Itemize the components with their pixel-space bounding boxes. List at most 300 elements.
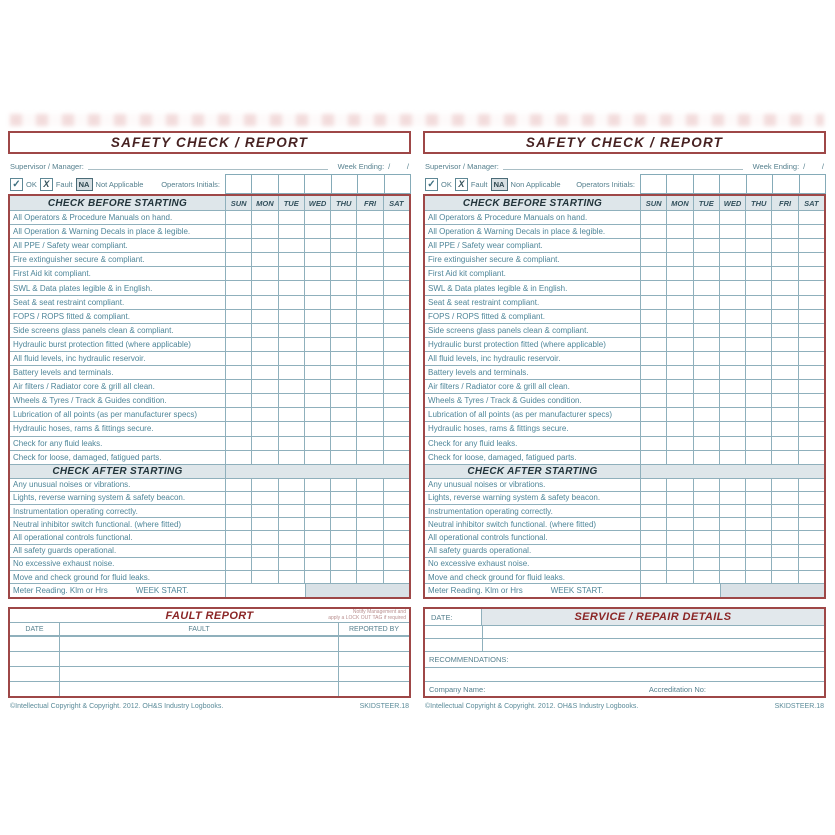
day-cell <box>745 531 771 543</box>
day-cell <box>666 352 692 365</box>
day-cell <box>225 281 251 294</box>
day-cell <box>666 324 692 337</box>
check-item-row <box>425 436 824 450</box>
check-item-label: Neutral inhibitor switch functional. (where fitted) <box>428 519 597 529</box>
day-cell <box>771 571 797 583</box>
fault-reported-cell <box>338 652 409 666</box>
week-ending-label: Week Ending: <box>337 162 385 171</box>
day-cell <box>383 558 409 570</box>
check-item-row <box>10 557 409 570</box>
day-cell <box>771 281 797 294</box>
day-header: THU <box>330 196 356 210</box>
day-cell <box>666 437 692 450</box>
na-label: Not Applicable <box>95 179 144 189</box>
day-cell <box>798 380 824 393</box>
day-cell <box>666 394 692 407</box>
day-cell <box>693 380 719 393</box>
check-item-row <box>10 280 409 294</box>
day-cell <box>225 558 251 570</box>
day-cell <box>330 479 356 491</box>
day-cell <box>251 505 277 517</box>
check-item-label: Neutral inhibitor switch functional. (where fitted) <box>13 519 182 529</box>
checklist-table <box>8 194 411 599</box>
day-cell <box>356 380 382 393</box>
check-item-label: FOPS / ROPS fitted & compliant. <box>13 311 130 321</box>
day-cell <box>693 518 719 530</box>
check-item-label: All PPE / Safety wear compliant. <box>428 241 543 251</box>
day-cell <box>356 310 382 323</box>
fault-checkbox <box>40 178 53 191</box>
day-header: TUE <box>693 196 719 210</box>
day-cell <box>771 558 797 570</box>
day-cell <box>640 253 666 266</box>
day-cell <box>251 422 277 435</box>
day-cell <box>304 211 330 224</box>
day-cell <box>383 545 409 557</box>
day-cell <box>330 422 356 435</box>
day-cell <box>330 296 356 309</box>
day-cell <box>640 267 666 280</box>
check-item-row <box>425 295 824 309</box>
supervisor-write-line <box>503 169 743 170</box>
day-cell <box>640 310 666 323</box>
day-cell <box>383 479 409 491</box>
day-cell <box>745 571 771 583</box>
fault-date-cell <box>10 637 60 651</box>
day-cell <box>745 366 771 379</box>
day-header: WED <box>304 196 330 210</box>
check-item-label: Move and check ground for fluid leaks. <box>13 572 150 582</box>
day-cell <box>745 296 771 309</box>
initials-cell <box>799 175 825 193</box>
day-cell <box>225 380 251 393</box>
fault-date-cell <box>10 652 60 666</box>
day-cell <box>640 338 666 351</box>
day-cell <box>666 451 692 464</box>
day-header: THU <box>745 196 771 210</box>
day-cell <box>798 310 824 323</box>
day-cell <box>798 338 824 351</box>
day-cell <box>666 239 692 252</box>
check-item-row <box>10 337 409 351</box>
day-cell <box>640 545 666 557</box>
after-header-shaded-area <box>640 465 824 478</box>
day-cell <box>771 531 797 543</box>
lockout-note-line1: Notify Management and <box>352 609 406 616</box>
day-cell <box>383 296 409 309</box>
day-cell <box>356 239 382 252</box>
before-starting-header: CHECK BEFORE STARTING <box>462 197 603 209</box>
operators-initials-label: Operators Initials: <box>161 179 220 189</box>
check-item-row <box>10 517 409 530</box>
day-cell <box>719 422 745 435</box>
day-cell <box>383 225 409 238</box>
day-cell <box>798 505 824 517</box>
na-checkbox <box>76 178 93 191</box>
supervisor-write-line <box>88 169 328 170</box>
day-cell <box>719 408 745 421</box>
day-cell <box>251 518 277 530</box>
na-checkbox <box>491 178 508 191</box>
meter-entry-cell <box>225 584 305 597</box>
day-cell <box>330 451 356 464</box>
day-cell <box>225 505 251 517</box>
check-item-label: Seat & seat restraint compliant. <box>13 297 125 307</box>
check-item-label: First Aid kit compliant. <box>428 269 506 279</box>
day-cell <box>745 451 771 464</box>
day-cell <box>640 211 666 224</box>
initials-cell <box>304 175 330 193</box>
day-cell <box>771 505 797 517</box>
day-cell <box>304 422 330 435</box>
day-cell <box>225 239 251 252</box>
day-cell <box>719 310 745 323</box>
day-cell <box>771 422 797 435</box>
day-cell <box>693 422 719 435</box>
day-cell <box>330 239 356 252</box>
day-cell <box>251 408 277 421</box>
check-item-row <box>425 504 824 517</box>
day-cell <box>251 531 277 543</box>
week-ending-label: Week Ending: <box>752 162 800 171</box>
day-cell <box>719 558 745 570</box>
day-cell <box>798 479 824 491</box>
day-cell <box>251 211 277 224</box>
day-cell <box>719 352 745 365</box>
day-cell <box>719 394 745 407</box>
week-ending-date-slashes: / / <box>388 162 409 171</box>
check-item-row <box>10 323 409 337</box>
ok-checkbox <box>10 178 23 191</box>
day-header: FRI <box>771 196 797 210</box>
day-cell <box>771 492 797 504</box>
day-cell <box>251 451 277 464</box>
recommendations-row <box>425 652 824 668</box>
day-cell <box>798 571 824 583</box>
supervisor-row <box>10 159 409 171</box>
day-cell <box>383 531 409 543</box>
initials-cell <box>226 175 251 193</box>
day-cell <box>251 296 277 309</box>
checklist-table <box>423 194 826 599</box>
copyright-text: ©Intellectual Copyright & Copyright. 2012. OH&S Industry Logbooks. <box>425 703 639 711</box>
check-item-row <box>10 407 409 421</box>
service-title-cell <box>482 609 824 625</box>
day-cell <box>251 571 277 583</box>
after-starting-header-row <box>425 464 824 478</box>
day-cell <box>640 394 666 407</box>
service-repair-table <box>423 607 826 698</box>
check-item-label: Move and check ground for fluid leaks. <box>428 572 565 582</box>
check-item-label: SWL & Data plates legible & in English. <box>13 283 153 293</box>
check-item-label: No excessive exhaust noise. <box>13 559 115 569</box>
day-cell <box>330 281 356 294</box>
day-cell <box>719 225 745 238</box>
cross-icon: X <box>458 179 465 189</box>
fault-reported-cell <box>338 637 409 651</box>
check-item-row <box>10 238 409 252</box>
day-cell <box>225 492 251 504</box>
day-cell <box>330 545 356 557</box>
day-cell <box>771 296 797 309</box>
check-item-label: Battery levels and terminals. <box>428 368 529 378</box>
day-cell <box>640 571 666 583</box>
day-cell <box>383 571 409 583</box>
day-cell <box>304 479 330 491</box>
day-cell <box>640 518 666 530</box>
check-item-row <box>425 393 824 407</box>
after-header-shaded-area <box>225 465 409 478</box>
check-item-label: Instrumentation operating correctly. <box>428 506 553 516</box>
form-page-right <box>423 131 826 710</box>
check-item-label: Air filters / Radiator core & grill all clean. <box>428 382 570 392</box>
day-cell <box>719 366 745 379</box>
day-cell <box>640 422 666 435</box>
day-cell <box>225 479 251 491</box>
check-item-row <box>425 309 824 323</box>
day-cell <box>356 505 382 517</box>
before-starting-header-row <box>10 196 409 210</box>
day-cell <box>771 518 797 530</box>
day-cell <box>304 281 330 294</box>
fault-entry-row <box>10 636 409 651</box>
day-header: SUN <box>640 196 666 210</box>
check-item-row <box>10 266 409 280</box>
check-item-row <box>10 436 409 450</box>
service-entry-row <box>425 639 824 652</box>
day-cell <box>356 281 382 294</box>
day-cell <box>225 518 251 530</box>
operators-initials-grid <box>640 174 826 194</box>
day-cell <box>771 253 797 266</box>
day-cell <box>745 518 771 530</box>
check-item-label: First Aid kit compliant. <box>13 269 91 279</box>
day-cell <box>304 310 330 323</box>
ok-label: OK <box>26 179 37 189</box>
day-cell <box>278 366 304 379</box>
day-cell <box>304 558 330 570</box>
day-cell <box>225 437 251 450</box>
day-cell <box>278 479 304 491</box>
check-item-label: Lubrication of all points (as per manufacturer specs) <box>13 410 198 420</box>
day-cell <box>356 451 382 464</box>
check-item-row <box>10 530 409 543</box>
meter-entry-cell <box>640 584 720 597</box>
check-item-label: Side screens glass panels clean & compliant. <box>428 325 589 335</box>
fault-reported-cell <box>338 667 409 681</box>
check-item-row <box>10 544 409 557</box>
day-cell <box>771 239 797 252</box>
recommendations-write-row <box>425 668 824 682</box>
day-cell <box>640 437 666 450</box>
check-item-label: Air filters / Radiator core & grill all clean. <box>13 382 155 392</box>
check-item-row <box>425 491 824 504</box>
day-cell <box>719 267 745 280</box>
check-item-row <box>425 210 824 224</box>
day-cell <box>666 518 692 530</box>
reported-by-column-header: REPORTED BY <box>338 623 409 635</box>
day-cell <box>356 225 382 238</box>
initials-cell <box>251 175 277 193</box>
day-cell <box>356 338 382 351</box>
day-cell <box>693 253 719 266</box>
week-start-label: WEEK START. <box>135 586 189 596</box>
day-cell <box>356 253 382 266</box>
day-cell <box>225 422 251 435</box>
day-cell <box>745 380 771 393</box>
day-cell <box>383 211 409 224</box>
check-item-label: All fluid levels, inc hydraulic reservoir. <box>428 353 561 363</box>
day-cell <box>798 211 824 224</box>
check-item-label: Fire extinguisher secure & compliant. <box>428 255 560 265</box>
day-cell <box>383 408 409 421</box>
day-cell <box>278 394 304 407</box>
check-item-row <box>425 365 824 379</box>
check-item-label: Hydraulic hoses, rams & fittings secure. <box>428 424 569 434</box>
day-cell <box>304 492 330 504</box>
day-cell <box>666 366 692 379</box>
check-item-label: Wheels & Tyres / Track & Guides condition. <box>13 396 167 406</box>
initials-cell <box>666 175 692 193</box>
page-title: SAFETY CHECK / REPORT <box>525 135 724 150</box>
day-cell <box>304 296 330 309</box>
check-item-row <box>10 351 409 365</box>
day-cell <box>356 531 382 543</box>
day-cell <box>383 518 409 530</box>
day-cell <box>745 352 771 365</box>
day-cell <box>356 352 382 365</box>
day-cell <box>304 352 330 365</box>
day-cell <box>798 239 824 252</box>
check-item-label: Any unusual noises or vibrations. <box>428 480 546 490</box>
day-cell <box>278 324 304 337</box>
check-icon: ✓ <box>427 178 436 190</box>
day-cell <box>693 492 719 504</box>
supervisor-row <box>425 159 824 171</box>
day-cell <box>278 253 304 266</box>
day-cell <box>225 531 251 543</box>
day-cell <box>251 380 277 393</box>
day-header: SAT <box>383 196 409 210</box>
day-cell <box>356 479 382 491</box>
day-cell <box>330 366 356 379</box>
day-cell <box>745 422 771 435</box>
check-item-label: All operational controls functional. <box>428 533 548 543</box>
meter-reading-label: Meter Reading. Klm or Hrs <box>428 586 523 596</box>
day-cell <box>798 253 824 266</box>
day-cell <box>278 451 304 464</box>
check-item-label: All operational controls functional. <box>13 533 133 543</box>
day-cell <box>330 571 356 583</box>
print-bleed-smear <box>10 114 824 126</box>
check-item-row <box>425 351 824 365</box>
day-cell <box>251 545 277 557</box>
initials-cell <box>693 175 719 193</box>
day-cell <box>666 505 692 517</box>
day-cell <box>798 324 824 337</box>
check-item-label: Side screens glass panels clean & compliant. <box>13 325 174 335</box>
supervisor-label: Supervisor / Manager: <box>425 162 499 171</box>
check-item-row <box>425 337 824 351</box>
day-cell <box>251 281 277 294</box>
day-cell <box>798 394 824 407</box>
week-start-label: WEEK START. <box>550 586 604 596</box>
day-cell <box>383 394 409 407</box>
initials-cell <box>331 175 357 193</box>
day-cell <box>640 225 666 238</box>
day-cell <box>225 225 251 238</box>
day-cell <box>225 253 251 266</box>
check-item-row <box>425 407 824 421</box>
fault-desc-cell <box>60 682 338 696</box>
day-cell <box>383 451 409 464</box>
day-cell <box>383 281 409 294</box>
day-cell <box>693 451 719 464</box>
day-cell <box>666 296 692 309</box>
day-cell <box>693 296 719 309</box>
day-cell <box>719 479 745 491</box>
day-cell <box>356 408 382 421</box>
day-cell <box>278 558 304 570</box>
day-cell <box>666 225 692 238</box>
day-cell <box>798 352 824 365</box>
day-cell <box>666 422 692 435</box>
fault-column-header: FAULT <box>188 625 210 633</box>
day-cell <box>693 408 719 421</box>
check-item-label: Battery levels and terminals. <box>13 368 114 378</box>
day-cell <box>771 366 797 379</box>
day-cell <box>251 479 277 491</box>
ok-checkbox <box>425 178 438 191</box>
check-item-label: Hydraulic hoses, rams & fittings secure. <box>13 424 154 434</box>
fault-checkbox <box>455 178 468 191</box>
check-item-label: Fire extinguisher secure & compliant. <box>13 255 145 265</box>
day-cell <box>304 408 330 421</box>
day-cell <box>330 492 356 504</box>
day-cell <box>771 211 797 224</box>
initials-cell <box>641 175 666 193</box>
day-cell <box>225 338 251 351</box>
day-cell <box>251 324 277 337</box>
check-item-row <box>425 238 824 252</box>
check-item-row <box>10 210 409 224</box>
day-cell <box>278 338 304 351</box>
day-cell <box>745 437 771 450</box>
day-cell <box>251 225 277 238</box>
day-cell <box>383 310 409 323</box>
check-icon: ✓ <box>12 178 21 190</box>
day-cell <box>719 545 745 557</box>
day-cell <box>693 324 719 337</box>
day-cell <box>383 338 409 351</box>
day-cell <box>666 310 692 323</box>
day-cell <box>719 239 745 252</box>
day-cell <box>251 338 277 351</box>
day-cell <box>225 211 251 224</box>
day-header: SAT <box>798 196 824 210</box>
form-title-box <box>8 131 411 154</box>
day-cell <box>745 281 771 294</box>
check-item-label: All fluid levels, inc hydraulic reservoir. <box>13 353 146 363</box>
day-cell <box>771 352 797 365</box>
day-cell <box>383 352 409 365</box>
day-cell <box>225 571 251 583</box>
day-cell <box>693 558 719 570</box>
operators-initials-grid <box>225 174 411 194</box>
day-cell <box>693 352 719 365</box>
day-cell <box>745 558 771 570</box>
check-item-row <box>10 309 409 323</box>
